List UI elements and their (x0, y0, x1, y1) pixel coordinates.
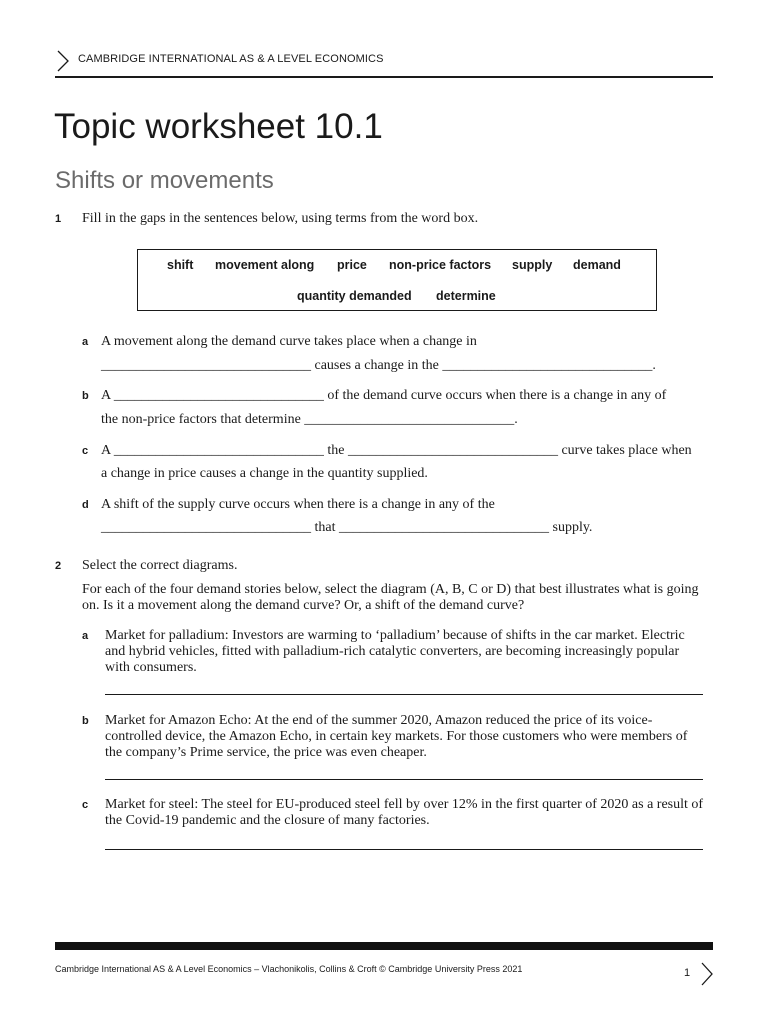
question-instruction: Select the correct diagrams. (82, 558, 238, 573)
question-number: 1 (55, 213, 62, 225)
next-page-icon[interactable] (700, 962, 714, 986)
word-box-term: movement along (215, 258, 315, 272)
footer-divider (55, 942, 713, 950)
item-letter: c (82, 799, 89, 811)
sentence-line: A ______________________________ the ______________________________ curve takes place when (101, 443, 692, 458)
sentence-line: a change in price causes a change in the quantity supplied. (101, 466, 428, 481)
item-letter: a (82, 630, 89, 642)
header-divider (55, 76, 713, 78)
word-box-term: quantity demanded (297, 289, 412, 303)
word-box-term: shift (167, 258, 194, 272)
header-title: CAMBRIDGE INTERNATIONAL AS & A LEVEL ECONOMICS (78, 53, 384, 65)
chevron-right-icon (56, 50, 70, 72)
item-letter: d (82, 499, 89, 511)
word-box-term: supply (512, 258, 553, 272)
story-text: Market for steel: The steel for EU-produced steel fell by over 12% in the first quarter of 2020 as a result of the Covid-19 pandemic and the closure of many factories. (105, 797, 704, 828)
item-letter: b (82, 390, 89, 402)
item-letter: c (82, 445, 89, 457)
answer-line (105, 849, 703, 850)
question-instruction: Fill in the gaps in the sentences below, using terms from the word box. (82, 211, 479, 226)
question-intro: For each of the four demand stories below, select the diagram (A, B, C or D) that best illustrates what is going on. Is it a movement along the demand curve? Or, a shift of the demand curve? (82, 582, 699, 613)
item-letter: b (82, 715, 89, 727)
footer-citation: Cambridge International AS & A Level Economics – Vlachonikolis, Collins & Croft © Cambridge University Press 2021 (55, 964, 523, 974)
question-number: 2 (55, 560, 62, 572)
story-text: Market for Amazon Echo: At the end of the summer 2020, Amazon reduced the price of its voice-controlled device, the Amazon Echo, in certain key markets. For those customers who were members of the company’s Prime service, the price was even cheaper. (105, 713, 688, 760)
sentence-line: A movement along the demand curve takes place when a change in (101, 334, 477, 349)
sentence-line: ______________________________ causes a change in the ______________________________. (101, 358, 656, 373)
word-box-term: determine (436, 289, 496, 303)
sentence-line: A ______________________________ of the demand curve occurs when there is a change in any of (101, 388, 667, 403)
story-text: Market for palladium: Investors are warming to ‘palladium’ because of shifts in the car market. Electric and hybrid vehicles, fitted with palladium-rich catalytic converters, are becoming increasingly popular with consumers. (105, 628, 685, 675)
page-title: Topic worksheet 10.1 (54, 107, 383, 146)
page-number: 1 (684, 967, 691, 979)
page-subtitle: Shifts or movements (55, 167, 274, 194)
answer-line (105, 694, 703, 695)
word-box (137, 249, 657, 311)
word-box-term: non-price factors (389, 258, 492, 272)
sentence-line: A shift of the supply curve occurs when there is a change in any of the (101, 497, 495, 512)
answer-line (105, 779, 703, 780)
sentence-line: ______________________________ that ______________________________ supply. (101, 520, 593, 535)
word-box-term: price (337, 258, 367, 272)
sentence-line: the non-price factors that determine ______________________________. (101, 412, 518, 427)
word-box-term: demand (573, 258, 621, 272)
item-letter: a (82, 336, 89, 348)
